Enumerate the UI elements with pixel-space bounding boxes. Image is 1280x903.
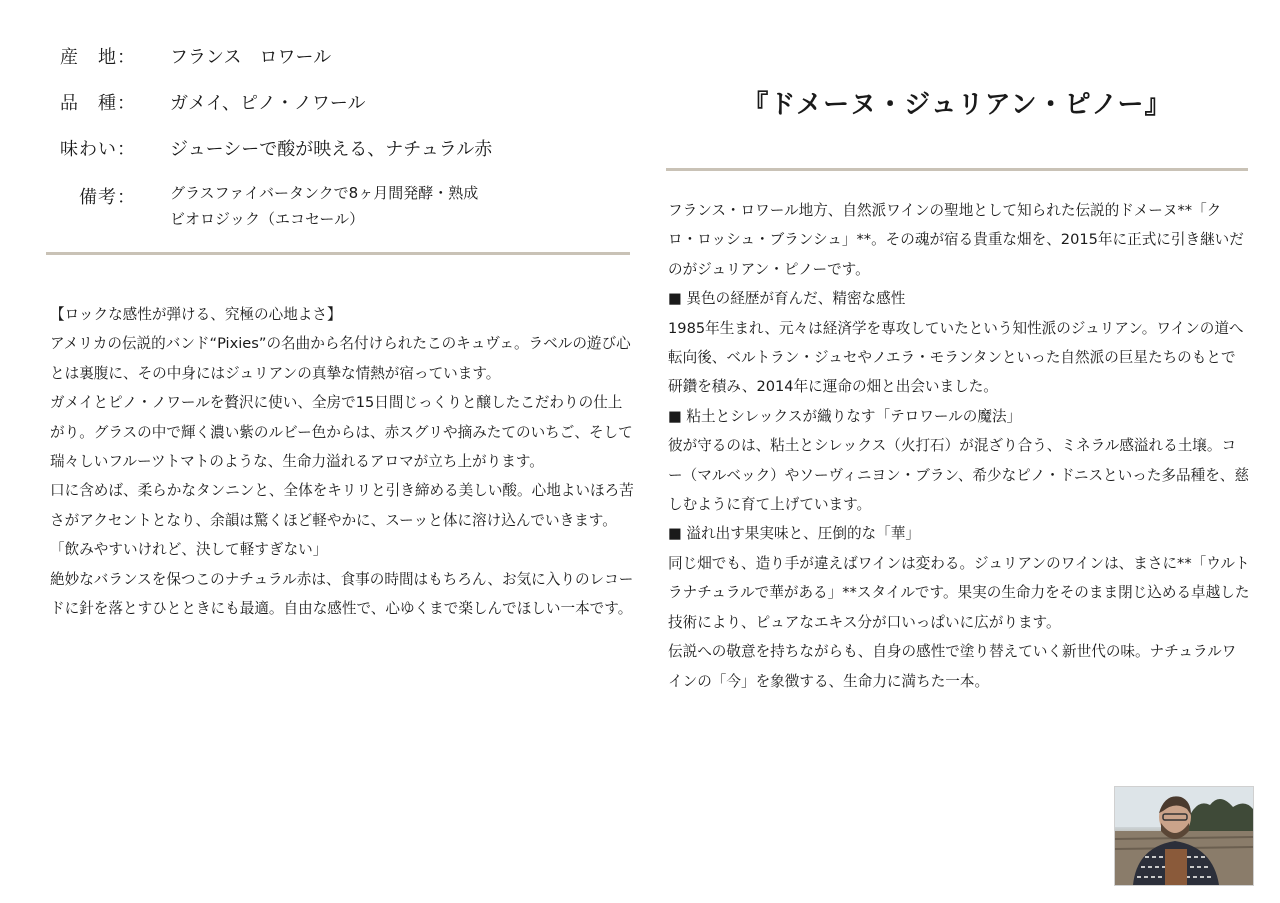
domaine-paragraph: 同じ畑でも、造り手が違えばワインは変わる。ジュリアンのワインは、まさに**「ウルトラナチュラルで華がある」**スタイルです。果実の生命力をそのまま閉じ込める卓越した技術により、ピュアなエキス分が口いっぱいに広がります。: [668, 554, 1250, 631]
spec-section: [46, 42, 630, 246]
spec-label-origin: 産 地：: [60, 47, 136, 68]
cuvee-paragraph: ガメイとピノ・ノワールを贅沢に使い、全房で15日間じっくりと醸したこだわりの仕上がり。グラスの中で輝く濃い紫のルビー色からは、赤スグリや摘みたてのいちご、そして瑞々しいフルーツトマトのような、生命力溢れるアロマが立ち上がります。: [50, 394, 633, 471]
spec-row-variety: [60, 88, 630, 120]
cuvee-description: [50, 300, 634, 623]
section-heading: ■ 溢れ出す果実味と、圧倒的な「華」: [668, 525, 920, 543]
spec-label-notes: 備考：: [60, 187, 136, 208]
spec-label-variety: 品 種：: [60, 93, 136, 114]
spec-list: [46, 42, 630, 232]
divider-left: [46, 252, 630, 255]
winemaker-photo: [1114, 786, 1254, 886]
spec-value-notes: グラスファイバータンクで8ヶ月間発酵・熟成 ビオロジック（エコセール）: [170, 184, 479, 228]
domaine-paragraph: 伝説への敬意を持ちながらも、自身の感性で塗り替えていく新世代の味。ナチュラルワインの「今」を象徴する、生命力に満ちた一本。: [668, 643, 1237, 690]
spec-value-variety: ガメイ、ピノ・ノワール: [170, 93, 366, 114]
cuvee-paragraph: 絶妙なバランスを保つこのナチュラル赤は、食事の時間はもちろん、お気に入りのレコードに針を落とすひとときにも最適。自由な感性で、心ゆくまで楽しんでほしい一本です。: [50, 570, 634, 618]
spec-label-taste: 味わい：: [60, 139, 136, 160]
domaine-description: [668, 196, 1250, 696]
section-heading: ■ 異色の経歴が育んだ、精密な感性: [668, 290, 906, 308]
spec-row-notes: [60, 180, 630, 232]
cuvee-paragraph: 口に含めば、柔らかなタンニンと、全体をキリリと引き締める美しい酸。心地よいほろ苦さがアクセントとなり、余韻は驚くほど軽やかに、スーッと体に溶け込んでいきます。: [50, 482, 634, 529]
winemaker-portrait-illustration: [1115, 787, 1253, 885]
spec-value-taste: ジューシーで酸が映える、ナチュラル赤: [170, 139, 493, 160]
divider-right: [666, 168, 1248, 171]
spec-row-origin: [60, 42, 630, 74]
spec-row-taste: [60, 134, 630, 166]
domaine-header: [666, 80, 1248, 130]
spec-value-origin: フランス ロワール: [170, 47, 332, 68]
domaine-paragraph: 1985年生まれ、元々は経済学を専攻していたという知性派のジュリアン。ワインの道へ転向後、ベルトラン・ジュセやノエラ・モランタンといった自然派の巨星たちのもとで研鑽を積み、2014年に運命の畑と出会いました。: [668, 319, 1244, 396]
section-heading: ■ 粘土とシレックスが織りなす「テロワールの魔法」: [668, 407, 1022, 425]
domaine-title: 『ドメーヌ・ジュリアン・ピノー』: [742, 90, 1172, 120]
cuvee-heading: 【ロックな感性が弾ける、究極の心地よさ】: [50, 306, 342, 323]
domaine-paragraph: フランス・ロワール地方、自然派ワインの聖地として知られた伝説的ドメーヌ**「クロ・ロッシュ・ブランシュ」**。その魂が宿る貴重な畑を、2015年に正式に引き継いだのがジュリアン・ピノーです。: [668, 202, 1244, 278]
cuvee-paragraph: アメリカの伝説的バンド“Pixies”の名曲から名付けられたこのキュヴェ。ラベルの遊び心とは裏腹に、その中身にはジュリアンの真摯な情熱が宿っています。: [50, 335, 631, 382]
cuvee-quote: 「飲みやすいけれど、決して軽すぎない」: [50, 541, 328, 559]
domaine-paragraph: 彼が守るのは、粘土とシレックス（火打石）が混ざり合う、ミネラル感溢れる土壌。コー（マルベック）やソーヴィニヨン・ブラン、希少なピノ・ドニスといった多品種を、慈しむように育て上げています。: [668, 437, 1249, 514]
